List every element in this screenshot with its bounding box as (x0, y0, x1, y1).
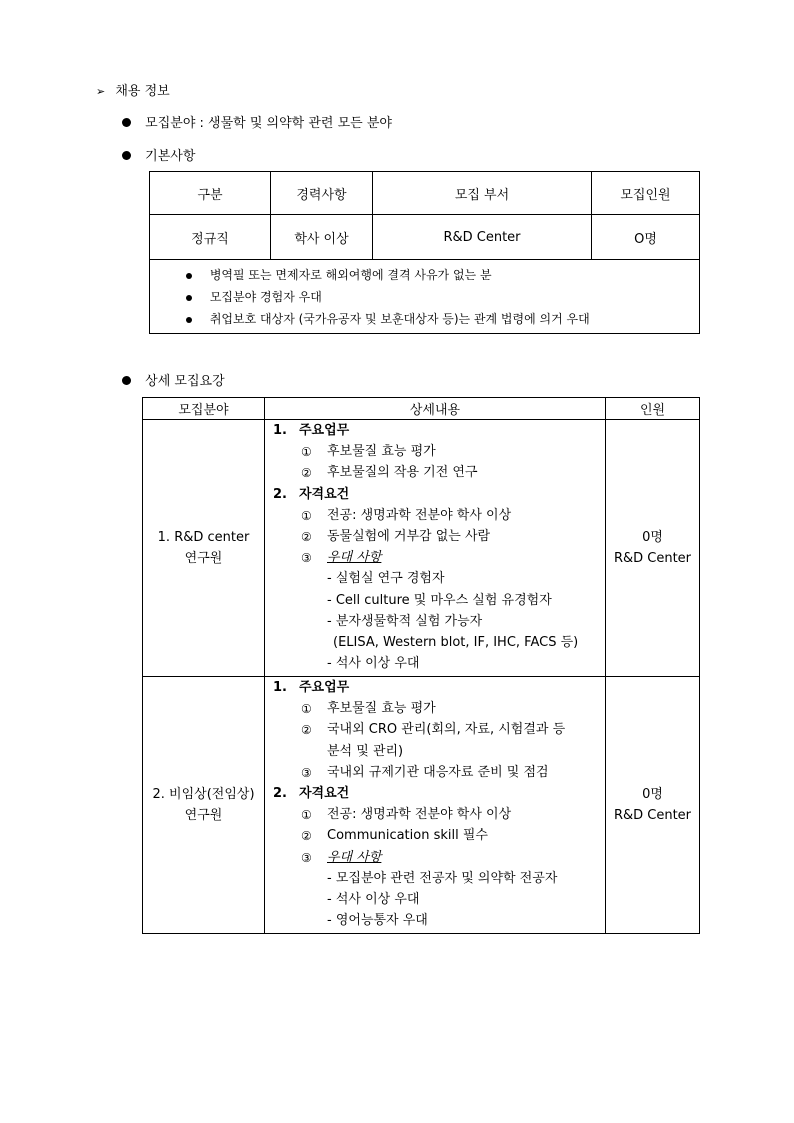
bullet-icon (122, 376, 131, 385)
line-text: 전공: 생명과학 전분야 학사 이상 (327, 807, 512, 823)
list-marker: ② (301, 723, 312, 738)
list-marker: 1. (273, 423, 287, 438)
list-marker: ① (301, 702, 312, 717)
content-cell (265, 677, 606, 934)
line-text: - 석사 이상 우대 (327, 892, 420, 907)
list-marker: ③ (301, 551, 312, 566)
bullet-icon (186, 273, 192, 279)
count-cell (606, 420, 700, 677)
header-cell: 구분 (150, 172, 271, 215)
line-text: 후보물질 효능 평가 (327, 444, 436, 460)
section-title: 채용 정보 (115, 84, 170, 99)
line-text: 후보물질의 작용 기전 연구 (327, 465, 478, 481)
line-text: 국내외 규제기관 대응자료 준비 및 점검 (327, 764, 549, 780)
basics-heading (122, 145, 195, 164)
table-cell: 정규직 (150, 215, 271, 260)
header-cell: 모집인원 (592, 172, 700, 215)
field-text: 모집분야 : 생물학 및 의약학 관련 모든 분야 (145, 116, 392, 131)
line-text: - 영어능통자 우대 (327, 913, 428, 929)
detail-heading (122, 370, 225, 389)
basics-title: 기본사항 (145, 149, 196, 164)
note-text: 병역필 또는 면제자로 해외여행에 결격 사유가 없는 분 (209, 268, 492, 282)
field-line (122, 112, 392, 131)
field-cell (143, 420, 265, 677)
list-marker: ① (301, 445, 312, 460)
list-marker: 2. (273, 786, 287, 801)
count-line2: R&D Center (613, 551, 692, 566)
line-text: 우대 사항 (327, 550, 382, 566)
header-cell: 상세내용 (265, 398, 606, 420)
note-item (186, 311, 590, 327)
table-cell: R&D Center (373, 215, 592, 260)
list-marker: 1. (273, 680, 287, 695)
bullet-icon (122, 151, 131, 160)
note-text: 취업보호 대상자 (국가유공자 및 보훈대상자 등)는 관계 법령에 의거 우대 (209, 312, 590, 326)
line-text: 우대 사항 (327, 849, 382, 865)
basic-table (149, 171, 700, 334)
arrow-bullet-icon: ➢ (96, 85, 106, 98)
bullet-icon (186, 295, 192, 301)
note-item (186, 289, 322, 305)
list-marker: ③ (301, 850, 312, 865)
basic-table-row (150, 215, 700, 260)
notes-cell (150, 260, 700, 334)
list-marker: ② (301, 466, 312, 481)
list-marker: ② (301, 530, 312, 544)
field-line2: 연구원 (184, 551, 223, 566)
detail-header-row (143, 398, 700, 420)
count-cell (606, 677, 700, 934)
detail-title: 상세 모집요강 (145, 374, 225, 389)
content-cell (265, 420, 606, 677)
line-text: 주요업무 (299, 423, 350, 438)
count-line1: 0명 (642, 787, 663, 802)
line-text: - Cell culture 및 마우스 실험 유경험자 (327, 592, 552, 608)
basic-table-header-row (150, 172, 700, 215)
field-line1: 1. R&D center (157, 530, 250, 545)
table-cell: O명 (592, 215, 700, 260)
count-line1: 0명 (642, 530, 663, 545)
line-text: 국내외 CRO 관리(회의, 자료, 시험결과 등 (327, 722, 566, 738)
bullet-icon (186, 317, 192, 323)
header-cell: 모집분야 (143, 398, 265, 420)
detail-row-2 (143, 677, 700, 934)
line-text: Communication skill 필수 (327, 828, 488, 844)
field-line1: 2. 비임상(전임상) (152, 787, 255, 802)
line-text: 분석 및 관리) (327, 743, 404, 759)
count-line2: R&D Center (613, 808, 692, 823)
header-cell: 인원 (606, 398, 700, 420)
field-cell (143, 677, 265, 934)
header-cell: 모집 부서 (373, 172, 592, 215)
field-line2: 연구원 (184, 808, 223, 823)
list-marker: ① (301, 508, 312, 523)
note-text: 모집분야 경험자 우대 (209, 290, 322, 304)
line-text: (ELISA, Western blot, IF, IHC, FACS 등) (333, 635, 579, 650)
line-text: 주요업무 (299, 680, 350, 695)
bullet-icon (122, 118, 131, 127)
line-text: - 석사 이상 우대 (327, 656, 420, 672)
line-text: - 실험실 연구 경험자 (327, 571, 445, 587)
detail-row-1 (143, 420, 700, 677)
detail-table (142, 397, 700, 934)
list-marker: 2. (273, 486, 287, 502)
line-text: - 모집분야 관련 전공자 및 의약학 전공자 (327, 870, 558, 886)
section-header (96, 80, 170, 99)
note-item (186, 267, 492, 283)
line-text: 자격요건 (299, 486, 350, 502)
content-lines (265, 677, 605, 933)
header-cell: 경력사항 (271, 172, 373, 215)
list-marker: ① (301, 808, 312, 823)
line-text: - 분자생물학적 실험 가능자 (327, 613, 483, 629)
content-lines (265, 420, 605, 676)
line-text: 동물실험에 거부감 없는 사람 (327, 529, 491, 544)
table-cell: 학사 이상 (271, 215, 373, 260)
list-marker: ② (301, 829, 312, 844)
line-text: 후보물질 효능 평가 (327, 701, 436, 717)
list-marker: ③ (301, 765, 312, 780)
basic-table-notes-row (150, 260, 700, 334)
line-text: 전공: 생명과학 전분야 학사 이상 (327, 507, 512, 523)
line-text: 자격요건 (299, 786, 350, 801)
